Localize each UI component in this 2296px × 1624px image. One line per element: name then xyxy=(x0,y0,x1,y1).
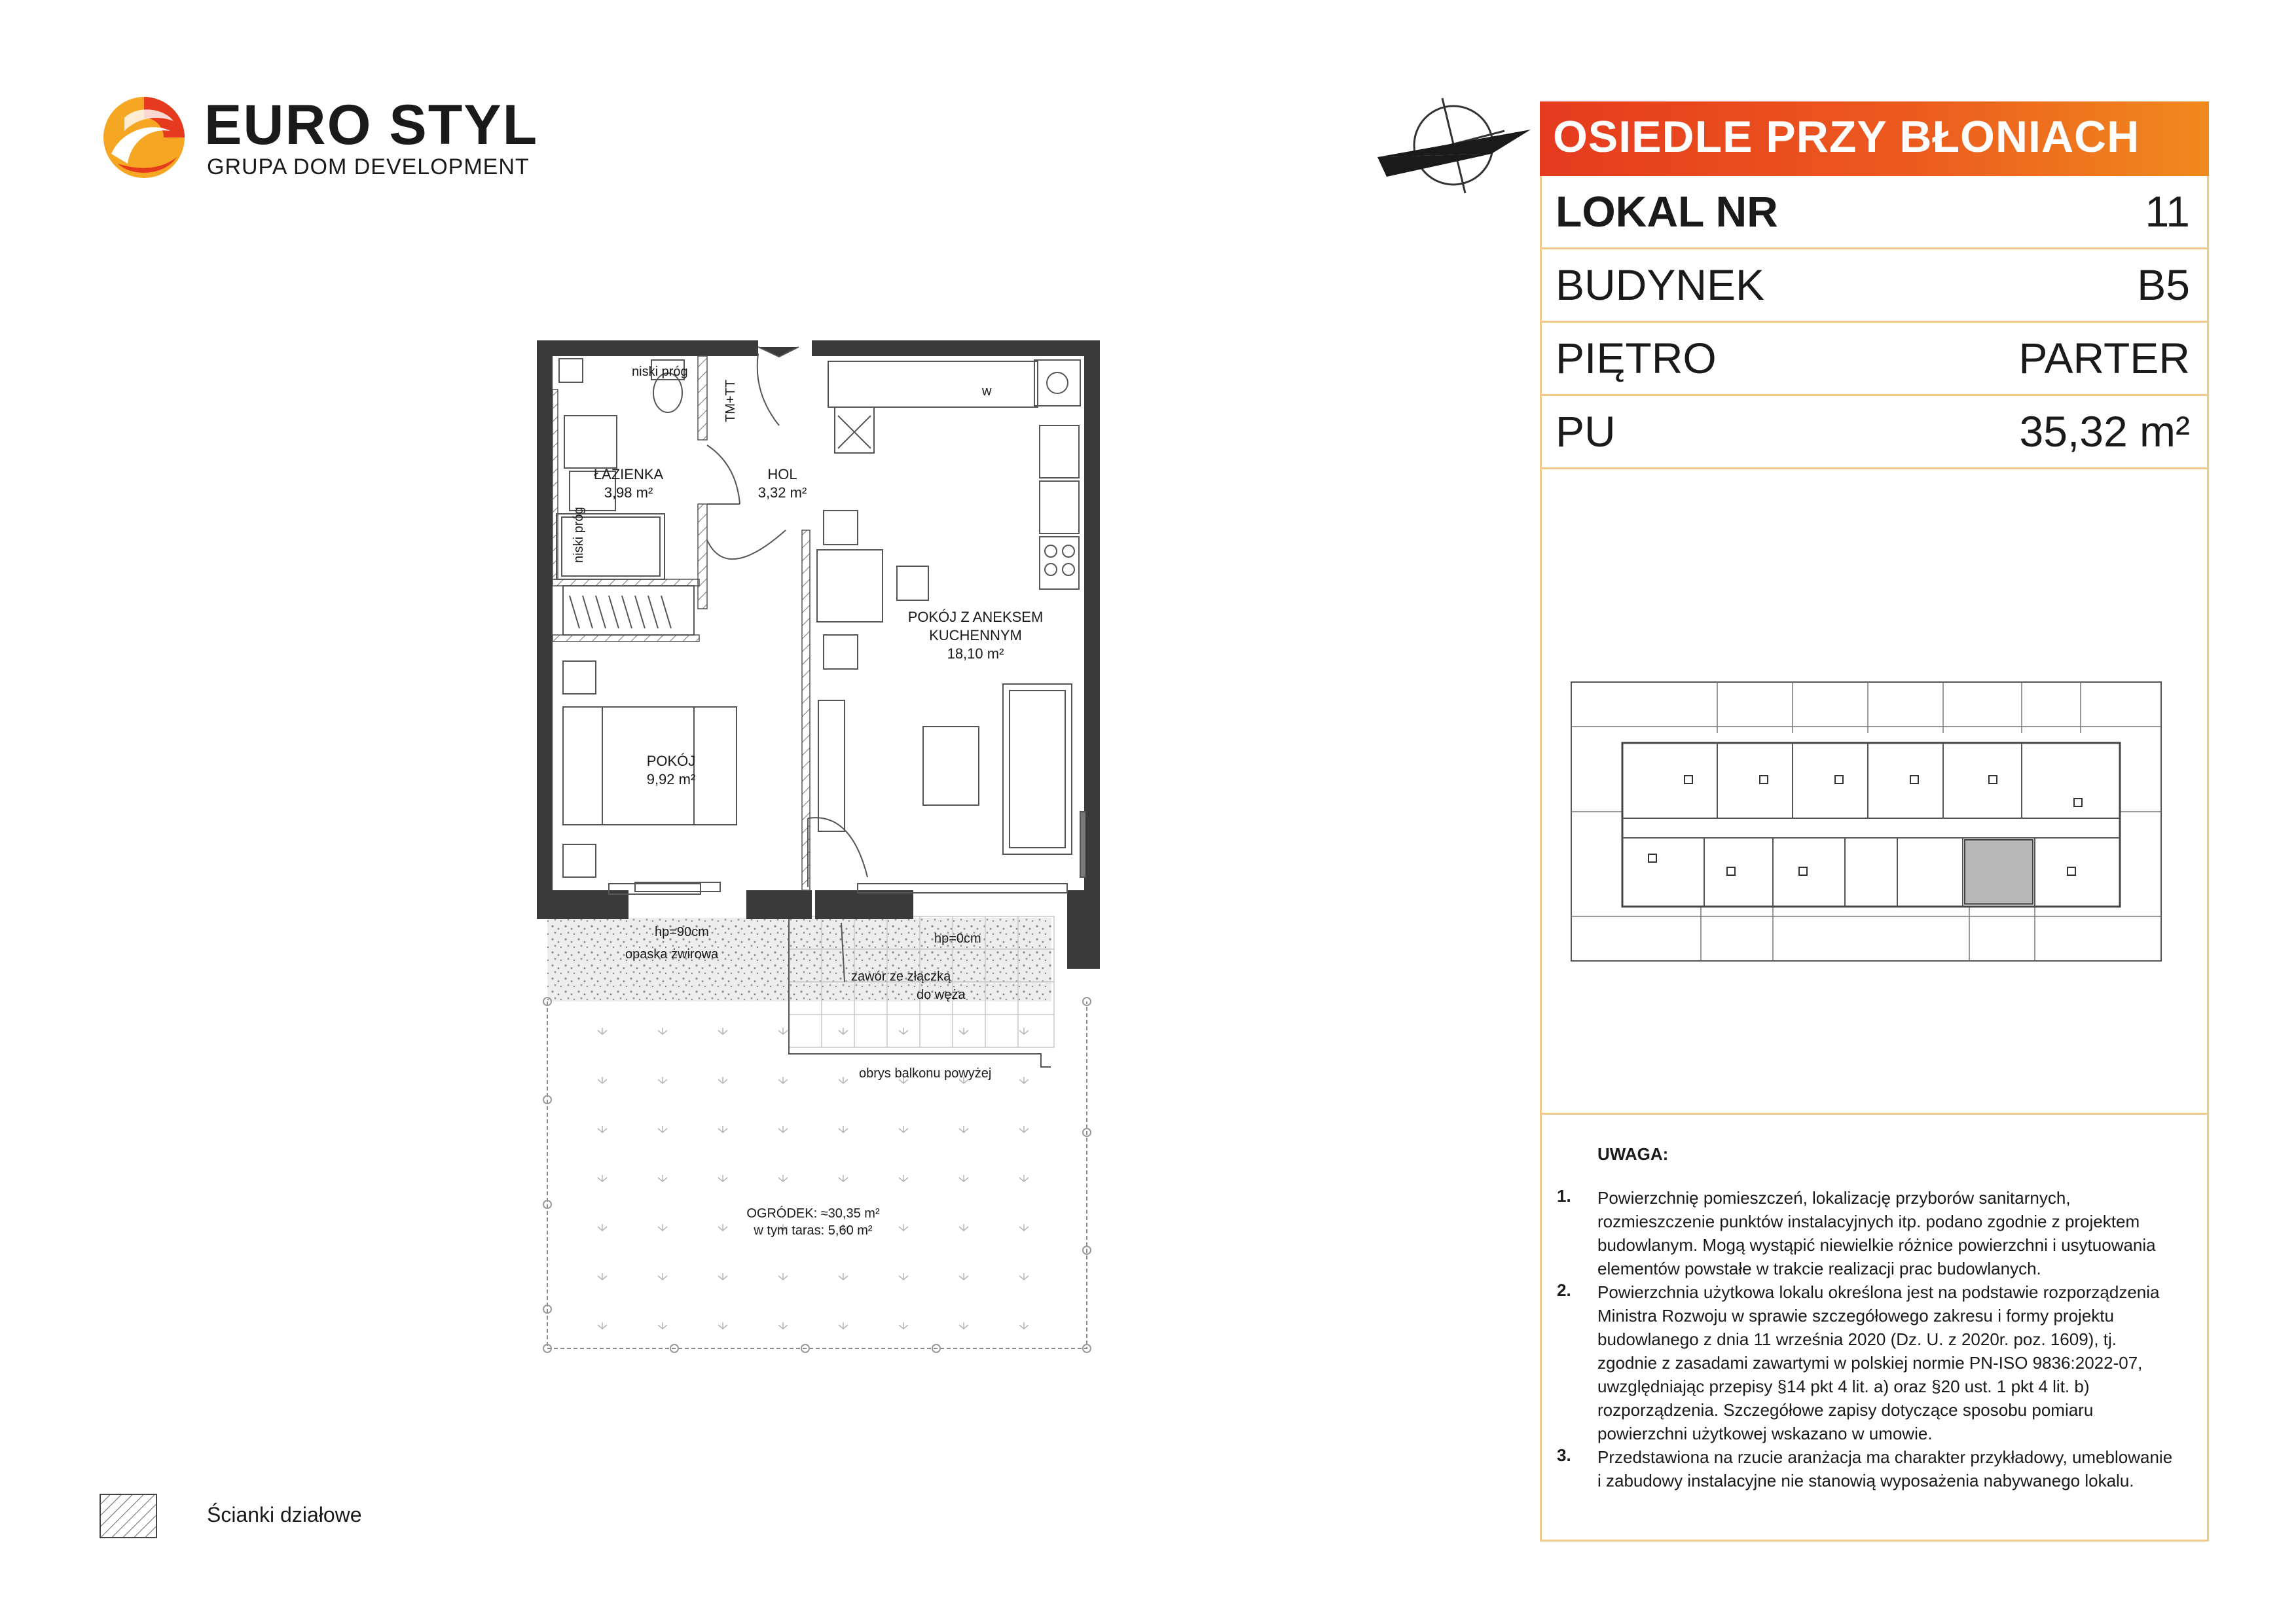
grass-mark xyxy=(959,1322,968,1329)
gravel-strip-label: opaska żwirowa xyxy=(625,947,719,962)
grass-mark xyxy=(778,1322,788,1329)
grass-mark xyxy=(899,1322,908,1329)
room-name-pokoj: POKÓJ xyxy=(646,753,696,769)
room-area-living: 18,10 m² xyxy=(947,645,1004,662)
grass-mark xyxy=(658,1126,667,1132)
grass-mark xyxy=(899,1224,908,1231)
notes-divider xyxy=(1540,1113,2209,1115)
grass-mark xyxy=(778,1126,788,1132)
grass-mark xyxy=(598,1175,607,1182)
wardrobe xyxy=(563,586,694,635)
estate-title: OSIEDLE PRZY BŁONIACH xyxy=(1553,112,2140,162)
note-text: Powierzchnia użytkowa lokalu określona jest na podstawie rozporządzenia Ministra Rozwoju w sprawie szczegółowego zakresu i formy projektu budowlanego z dnia 11 września 2020 (Dz. U. z 2020r. poz. 1609), tj. zgodnie z zasadami zawartymi w polskiej normie PN-ISO 9836:2022-07, uwzględniając przepisy §14 pkt 4 lit. a) oraz §20 ust. 1 pkt 4 lit. b) rozporządzenia. Szczegółowe zapisy dotyczące sposobu pomiaru powierzchni użytkowej wskazano w umowie. xyxy=(1597,1282,2160,1443)
garden-area xyxy=(543,918,1091,1352)
grass-mark xyxy=(658,1077,667,1083)
pietro-value: PARTER xyxy=(2018,334,2190,382)
grass-mark xyxy=(1019,1224,1029,1231)
note-text: Powierzchnię pomieszczeń, lokalizację przyborów sanitarnych, rozmieszczenie punktów instalacyjnych itp. podano zgodnie z projektem budowlanym. Mogą wystąpić niewielkie różnice powierzchni i usytuowania elementów powstałe w trakcie realizacji prac budowlanych. xyxy=(1597,1188,2156,1278)
room-area-hol: 3,32 m² xyxy=(757,484,807,501)
walls xyxy=(537,340,1100,969)
meter-label: TM+TT xyxy=(723,380,738,422)
low-threshold-label-2: niski próg xyxy=(572,507,586,563)
room-name-living-2: KUCHENNYM xyxy=(929,627,1022,643)
grass-mark xyxy=(778,1077,788,1083)
grass-mark xyxy=(598,1273,607,1280)
grass-mark xyxy=(839,1028,848,1034)
grass-mark xyxy=(658,1224,667,1231)
grass-mark xyxy=(598,1224,607,1231)
building-key-plan xyxy=(1570,681,2162,962)
grass-mark xyxy=(658,1028,667,1034)
grass-mark xyxy=(839,1273,848,1280)
grass-mark xyxy=(899,1175,908,1182)
grass-mark xyxy=(598,1077,607,1083)
valve-label: zawór ze złączką xyxy=(851,969,951,984)
grass-mark xyxy=(839,1175,848,1182)
note-text: Przedstawiona na rzucie aranżacja ma charakter przykładowy, umeblowanie i zabudowy instalacyjne nie stanowią wyposażenia nabywanego lokalu. xyxy=(1597,1447,2173,1490)
grass-mark xyxy=(718,1126,727,1132)
balcony-outline-label: obrys balkonu powyżej xyxy=(859,1066,992,1081)
grass-mark xyxy=(718,1273,727,1280)
legend-label: Ścianki działowe xyxy=(207,1503,362,1526)
logo-icon xyxy=(98,92,190,183)
grass-mark xyxy=(1019,1126,1029,1132)
grass-mark xyxy=(658,1273,667,1280)
sill-height-90: hp=90cm xyxy=(655,925,709,939)
pietro-label: PIĘTRO xyxy=(1556,334,1717,382)
notes-title: UWAGA: xyxy=(1597,1144,1669,1164)
highlighted-unit xyxy=(1965,840,2033,904)
grass-mark xyxy=(778,1273,788,1280)
grass-mark xyxy=(1019,1322,1029,1329)
room-area-pokoj: 9,92 m² xyxy=(646,771,696,787)
grass-mark xyxy=(899,1028,908,1034)
lokal-label: LOKAL NR xyxy=(1556,187,1778,236)
grass-mark xyxy=(959,1273,968,1280)
floor-plan xyxy=(511,308,1126,1368)
grass-mark xyxy=(718,1175,727,1182)
room-name-living: POKÓJ Z ANEKSEM xyxy=(907,609,1044,625)
grass-mark xyxy=(1019,1028,1029,1034)
grass-mark xyxy=(598,1028,607,1034)
note-number: 3. xyxy=(1557,1445,1571,1465)
grass-mark xyxy=(598,1126,607,1132)
washer-label: w xyxy=(982,384,992,399)
grass-mark xyxy=(778,1175,788,1182)
grass-mark xyxy=(899,1273,908,1280)
grass-mark xyxy=(959,1224,968,1231)
room-area-lazienka: 3,98 m² xyxy=(604,484,653,501)
pu-label: PU xyxy=(1556,407,1616,456)
grass-mark xyxy=(1019,1273,1029,1280)
grass-mark xyxy=(718,1028,727,1034)
grass-mark xyxy=(839,1126,848,1132)
grass-mark xyxy=(718,1077,727,1083)
lokal-value: 11 xyxy=(2145,187,2190,236)
budynek-label: BUDYNEK xyxy=(1556,261,1765,309)
valve-label-2: do węża xyxy=(917,988,966,1002)
grass-mark xyxy=(1019,1175,1029,1182)
brand-subtitle: GRUPA DOM DEVELOPMENT xyxy=(207,154,530,179)
garden-area-label: OGRÓDEK: ≈30,35 m² xyxy=(746,1206,880,1221)
grass-mark xyxy=(899,1126,908,1132)
pu-value: 35,32 m² xyxy=(2019,407,2190,456)
brand-name: EURO STYL xyxy=(204,94,539,156)
grass-mark xyxy=(718,1322,727,1329)
terrace-area-label: w tym taras: 5,60 m² xyxy=(754,1223,873,1238)
grass-mark xyxy=(959,1126,968,1132)
grass-mark xyxy=(959,1175,968,1182)
grass-mark xyxy=(598,1322,607,1329)
room-name-lazienka: ŁAZIENKA xyxy=(593,466,664,482)
grass-mark xyxy=(1019,1077,1029,1083)
sill-height-0: hp=0cm xyxy=(934,931,981,946)
note-number: 1. xyxy=(1557,1186,1571,1206)
low-threshold-label: niski próg xyxy=(632,365,688,379)
partition-legend-icon xyxy=(100,1494,157,1538)
grass-mark xyxy=(778,1028,788,1034)
grass-mark xyxy=(839,1077,848,1083)
room-name-hol: HOL xyxy=(767,466,797,482)
note-number: 2. xyxy=(1557,1280,1571,1300)
north-arrow-icon xyxy=(1374,92,1537,196)
grass-mark xyxy=(658,1322,667,1329)
grass-mark xyxy=(718,1224,727,1231)
grass-mark xyxy=(959,1028,968,1034)
grass-mark xyxy=(839,1322,848,1329)
grass-mark xyxy=(658,1175,667,1182)
budynek-value: B5 xyxy=(2137,261,2190,309)
